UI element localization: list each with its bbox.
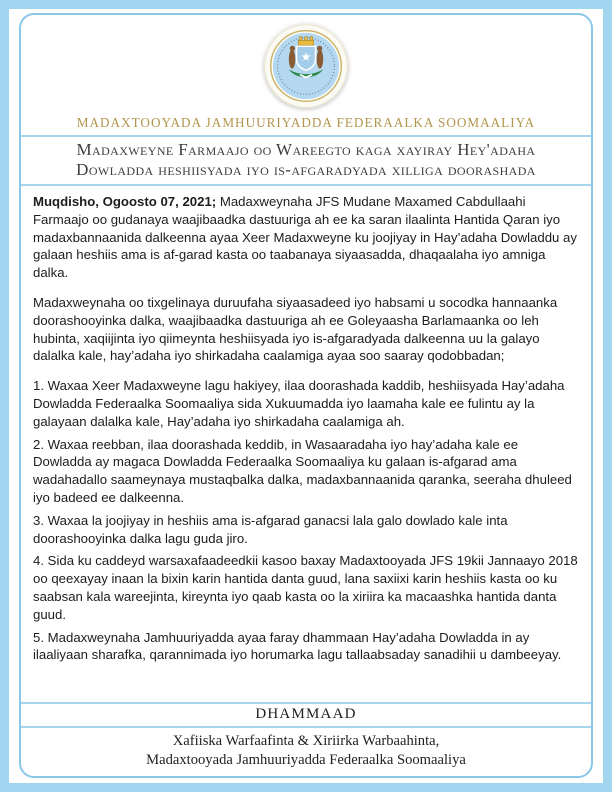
organization-title: MADAXTOOYADA JAMHUURIYADDA FEDERAALKA SOOMAALIYA (76, 115, 536, 130)
decree-item-1: 1. Waxaa Xeer Madaxweyne lagu hakiyey, ilaa doorashada kaddib, heshiisyada Hay’adaha Dowladda Federaalka Soomaaliya sida Xukuumadda iyo laamaha kale ee fulintu ay la galayaan dalalka kale, Hay’adaha iyo shirkadaha caalamiga ah. (33, 378, 565, 429)
emblem-container (21, 15, 591, 109)
intro-text: Madaxweynaha JFS Mudane Maxamed Cabdullaahi Farmaajo oo gudanaya waajibaadka dastuuriga ah ee ka saran ilaalinta Hantida Qaran iyo madaxbannaanida dalkeenna ayaa Xeer Madaxweyne ku joojiyay in Hay’adaha Dowladdu ay galaan heshiis ama is af-garad kasta oo taabanaya siyaasadda, dhaqaalaha iyo amniga dalka. (33, 194, 577, 281)
document-footer (21, 702, 591, 776)
document-title-line-2: Dowladda heshiisyada iyo is-afgaradyada xilliga doorashada (76, 160, 536, 180)
press-release-body (21, 186, 591, 702)
paragraph-preamble: Madaxweynaha oo tixgelinaya duruufaha siyaasadeed iyo habsami u socodka hannaanka doorashooyinka dalka, waajibaadka dastuuriga ah ee Goleyaasha Barlamaanka oo leh hubinta, xaqiijinta iyo qiimeynta heshiisyada iyo is-afgaradyada dalkeenna uu la galayo dalalka kale, hay’adaha iyo shirkadaha caalamiga ayaa soo saaray qodobbadan; (33, 295, 558, 364)
decree-item-4: 4. Sida ku caddeyd warsaxafaadeedkii kasoo baxay Madaxtooyada JFS 19kii Jannaayo 2018 oo qeexayay inaan la bixin karin hantida danta guud, lana saxiixi karin heshiis kasta oo ku saabsan kala wareejinta, kireynta iyo qaab kasta oo la xiriira ka macaashka hantida danta guud. (33, 553, 578, 622)
document-title-line-1: Madaxweyne Farmaajo oo Wareegto kaga xayiray Hey'adaha (76, 140, 536, 159)
decree-item-3: 3. Waxaa la joojiyay in heshiis ama is-afgarad ganacsi lala galo dowlado kale inta doorashooyinka dalka lagu guda jiro. (33, 512, 508, 546)
issuing-office (21, 728, 591, 776)
somalia-coat-of-arms-icon (263, 23, 349, 109)
decree-item-2: 2. Waxaa reebban, ilaa doorashada keddib, in Wasaaradaha iyo hay’adaha kale ee Dowladda ay magaca Dowladda Federaalka Soomaaliya ku galaan is-afgarad ama wadahadallo saameynaya mustaqbalka dalka, madaxbannaanida qaranka, seeraha dhuleed iyo badeed ee dalkeenna. (33, 436, 572, 506)
office-line-2: Madaxtooyada Jamhuuriyadda Federaalka Soomaaliya (146, 752, 466, 769)
decree-item-5: 5. Madaxweynaha Jamhuuriyadda ayaa faray dhammaan Hay’adaha Dowladda in ay ilaaliyaan sharafka, qarannimada iyo horumarka lagu tallaabsaday sanadihii u dambeeyay. (33, 629, 562, 663)
dateline: Muqdisho, Ogoosto 07, 2021; (33, 194, 217, 210)
office-line-1: Xafiiska Warfaafinta & Xiriirka Warbaahinta, (172, 733, 440, 750)
end-label: DHAMMAAD (255, 706, 357, 723)
document-title (21, 137, 591, 184)
document-header (21, 15, 591, 186)
document-frame (19, 13, 593, 778)
paragraph-intro (33, 193, 579, 282)
